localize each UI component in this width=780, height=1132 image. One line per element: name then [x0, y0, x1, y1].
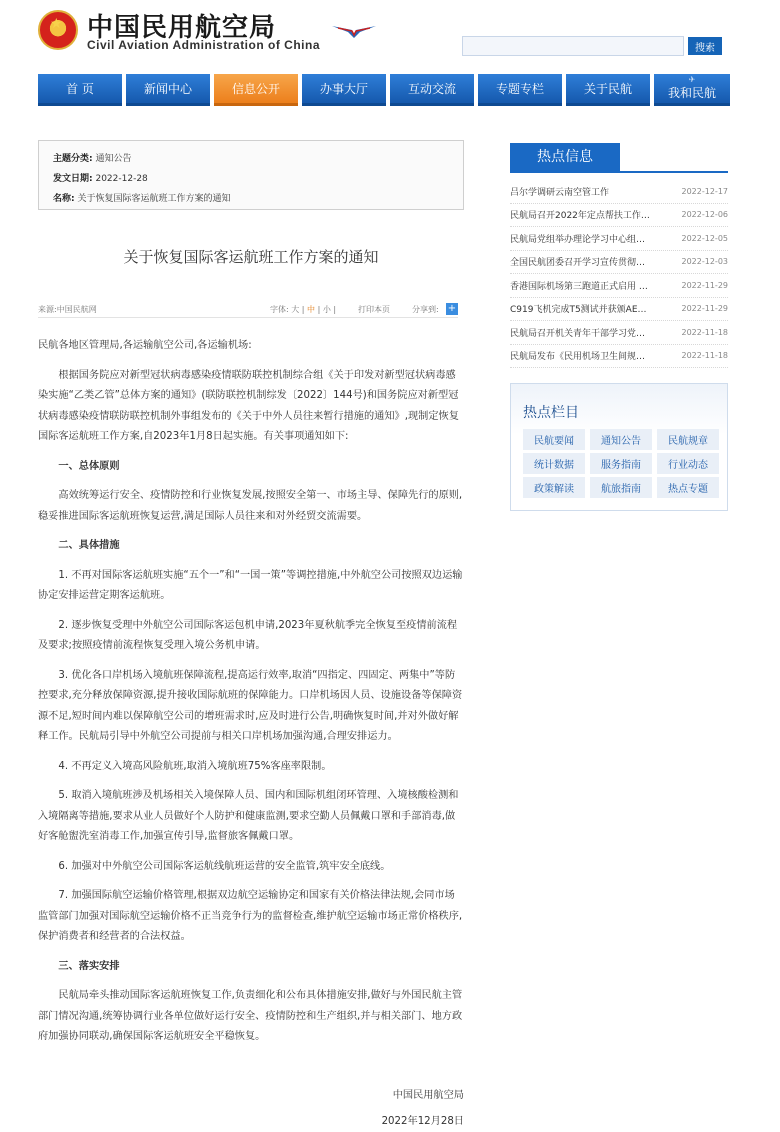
font-small-button[interactable]: 小	[322, 305, 331, 314]
signature-org: 中国民用航空局	[392, 1090, 464, 1101]
meta-name-value: 关于恢复国际客运航班工作方案的通知	[77, 194, 231, 204]
nav-interaction[interactable]: 互动交流	[390, 74, 474, 106]
column-link[interactable]: 民航要闻	[523, 429, 585, 450]
article-paragraph: 民航各地区管理局,各运输航空公司,各运输机场:	[38, 340, 252, 351]
article-paragraph: 1. 不再对国际客运航班实施“五个一”和“一国一策”等调控措施,中外航空公司按照双边运输协定安排运营定期客运航班。	[38, 569, 463, 601]
plane-icon: ✈	[688, 75, 696, 84]
news-item[interactable]	[510, 180, 728, 204]
article-toolbar	[38, 302, 458, 318]
meta-date-label: 发文日期:	[53, 174, 93, 184]
news-title[interactable]: 香港国际机场第三跑道正式启用 …	[510, 281, 648, 292]
column-link[interactable]: 服务指南	[590, 453, 652, 474]
share-label: 分享到:	[412, 305, 439, 314]
share-plus-button[interactable]: +	[447, 303, 457, 314]
hot-columns-grid	[523, 429, 719, 498]
font-large-button[interactable]: 大	[291, 305, 300, 314]
article-paragraph: 2. 逐步恢复受理中外航空公司国际客运包机申请,2023年夏秋航季完全恢复至疫情前流程及要求;按照疫情前流程恢复受理入境公务机申请。	[38, 619, 458, 651]
nav-about[interactable]: 关于民航	[566, 74, 650, 106]
meta-category	[53, 149, 449, 169]
document-meta-box	[38, 140, 464, 210]
news-item[interactable]	[510, 251, 728, 275]
site-subtitle: Civil Aviation Administration of China	[87, 38, 321, 52]
news-item[interactable]	[510, 227, 728, 251]
article-title: 关于恢复国际客运航班工作方案的通知	[123, 248, 379, 266]
caac-wings-logo-icon	[330, 18, 378, 42]
news-item[interactable]	[510, 274, 728, 298]
nav-news-center[interactable]: 新闻中心	[126, 74, 210, 106]
news-date: 2022-12-17	[681, 186, 728, 196]
nav-home[interactable]: 首 页	[38, 74, 122, 106]
column-link[interactable]: 通知公告	[590, 429, 652, 450]
news-title[interactable]: 民航局召开2022年定点帮扶工作…	[510, 211, 650, 222]
font-size-controls	[270, 304, 336, 315]
main-nav	[38, 74, 718, 106]
column-link[interactable]: 统计数据	[523, 453, 585, 474]
nav-me-and-caac[interactable]	[654, 74, 730, 106]
article-paragraph: 7. 加强国际航空运输价格管理,根据双边航空运输协定和国家有关价格法律法规,会同市场监管部门加强对国际航空运输价格不正当竞争行为的监督检查,维护航空运输市场正常价格秩序,保护消费者和经营者的合法权益。	[38, 890, 463, 942]
section-heading: 一、总体原则	[58, 460, 120, 472]
meta-date-value: 2022-12-28	[95, 174, 148, 184]
font-separator: |	[317, 305, 321, 314]
site-title[interactable]: 中国民用航空局	[87, 13, 277, 43]
news-item[interactable]	[510, 321, 728, 345]
hot-info-title: 热点信息	[510, 143, 620, 171]
article-paragraph: 5. 取消入境航班涉及机场相关入境保障人员、国内和国际机组闭环管理、入境核酸检测和入境隔离等措施,要求从业人员做好个人防护和健康监测,要求空勤人员佩戴口罩和手部消毒,做好客舱盥洗室消毒工作,加强宣传引导,监督旅客佩戴口罩。	[38, 790, 459, 842]
font-separator: |	[333, 305, 337, 314]
meta-name	[53, 189, 449, 209]
font-separator: |	[301, 305, 305, 314]
news-date: 2022-11-18	[681, 351, 728, 361]
news-date: 2022-11-18	[681, 327, 728, 337]
meta-category-value: 通知公告	[95, 154, 132, 164]
news-date: 2022-12-03	[681, 257, 728, 267]
search-input[interactable]	[462, 36, 684, 56]
article-paragraph: 根据国务院应对新型冠状病毒感染疫情联防联控机制综合组《关于印发对新型冠状病毒感染实施“乙类乙管”总体方案的通知》(联防联控机制综发〔2022〕144号)和国务院应对新型冠状病毒感染疫情联防联控机制外事组发布的《关于中外人员往来暂行措施的通知》,现制定恢复国际客运航班工作方案,自2023年1月8日起实施。有关事项通知如下:	[38, 369, 459, 442]
column-link[interactable]: 热点专题	[657, 477, 719, 498]
article-paragraph: 6. 加强对中外航空公司国际客运航线航班运营的安全监管,筑牢安全底线。	[58, 860, 391, 872]
hot-news-list	[510, 180, 728, 368]
site-header	[0, 0, 780, 75]
news-date: 2022-12-05	[681, 233, 728, 243]
column-link[interactable]: 民航规章	[657, 429, 719, 450]
signature-date: 2022年12月28日	[381, 1116, 464, 1127]
article-source: 来源:中国民航网	[38, 305, 97, 314]
column-link[interactable]: 航旅指南	[590, 477, 652, 498]
nav-special-topics[interactable]: 专题专栏	[478, 74, 562, 106]
meta-category-label: 主题分类:	[53, 154, 93, 164]
article-paragraph: 高效统筹运行安全、疫情防控和行业恢复发展,按照安全第一、市场主导、保障先行的原则,稳妥推进国际客运航班恢复运营,满足国际人员往来和对外经贸交流需要。	[38, 490, 463, 522]
news-item[interactable]	[510, 298, 728, 322]
meta-name-label: 名称:	[53, 194, 75, 204]
hot-info-divider	[510, 171, 728, 173]
news-title[interactable]: 民航局党组举办理论学习中心组…	[510, 234, 646, 245]
news-title[interactable]: 全国民航团委召开学习宣传贯彻…	[510, 258, 646, 269]
hot-columns-title: 热点栏目	[523, 405, 579, 421]
news-title[interactable]: C919飞机完成T5测试并获颁AE…	[510, 305, 647, 316]
search-button[interactable]: 搜索	[688, 37, 722, 55]
news-title[interactable]: 民航局召开机关青年干部学习党…	[510, 328, 646, 339]
print-button[interactable]: 打印本页	[358, 305, 390, 314]
news-item[interactable]	[510, 204, 728, 228]
national-emblem-icon: ★	[38, 10, 78, 50]
nav-service-hall[interactable]: 办事大厅	[302, 74, 386, 106]
news-date: 2022-12-06	[681, 210, 728, 220]
article-body	[38, 336, 464, 1048]
news-date: 2022-11-29	[681, 304, 728, 314]
font-size-label: 字体:	[270, 305, 289, 314]
column-link[interactable]: 行业动态	[657, 453, 719, 474]
font-medium-button[interactable]: 中	[307, 305, 316, 314]
news-item[interactable]	[510, 345, 728, 369]
news-date: 2022-11-29	[681, 280, 728, 290]
section-heading: 二、具体措施	[58, 540, 120, 551]
news-title[interactable]: 民航局发布《民用机场卫生间规…	[510, 352, 646, 363]
article-paragraph: 4. 不再定义入境高风险航班,取消入境航班75%客座率限制。	[58, 760, 332, 772]
news-title[interactable]: 吕尔学调研云南空管工作	[510, 187, 610, 198]
column-link[interactable]: 政策解读	[523, 477, 585, 498]
meta-date	[53, 169, 449, 189]
article-paragraph: 民航局牵头推动国际客运航班恢复工作,负责细化和公布具体措施安排,做好与外国民航主管部门情况沟通,统筹协调行业各单位做好运行安全、疫情防控和生产组织,并与相关部门、地方政府加强协同联动,确保国际客运航班安全平稳恢复。	[38, 990, 463, 1042]
section-heading: 三、落实安排	[58, 960, 120, 972]
nav-me-and-caac-label: 我和民航	[667, 86, 716, 100]
article-paragraph: 3. 优化各口岸机场入境航班保障流程,提高运行效率,取消“四指定、四固定、两集中”等防控要求,充分释放保障资源,提升接收国际航班的保障能力。口岸机场因人员、设施设备等保障资源不足,短时间内难以保障航空公司的增班需求时,应及时进行公告,明确恢复时间,并对外做好解释工作。民航局引导中外航空公司提前与相关口岸机场加强沟通,合理安排运力。	[38, 669, 463, 742]
nav-info-public[interactable]: 信息公开	[214, 74, 298, 106]
hot-columns-box	[510, 383, 728, 511]
